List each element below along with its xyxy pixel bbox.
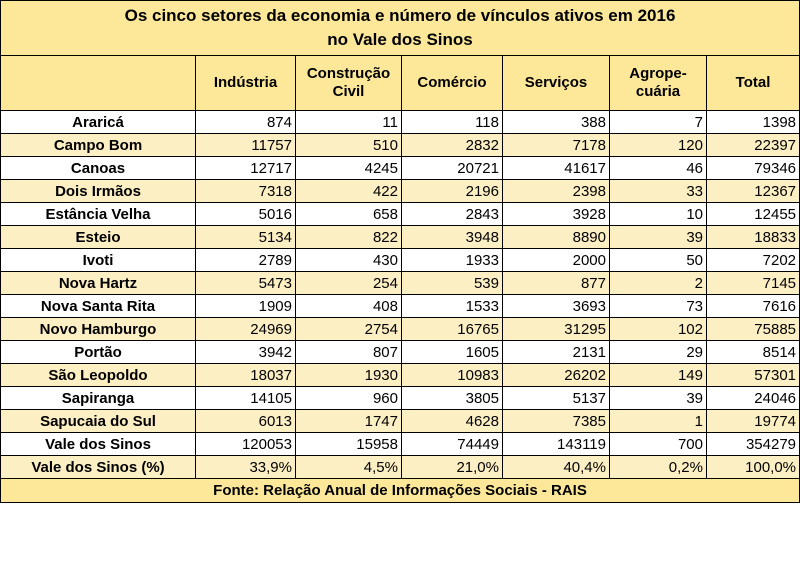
cell-value: 79346 (707, 157, 800, 180)
cell-value: 74449 (402, 433, 503, 456)
table-row (1, 318, 800, 341)
cell-value: 0,2% (610, 456, 707, 479)
row-label: São Leopoldo (1, 364, 196, 387)
cell-value: 120053 (196, 433, 296, 456)
cell-value: 118 (402, 111, 503, 134)
cell-value: 5473 (196, 272, 296, 295)
cell-value: 1933 (402, 249, 503, 272)
row-label: Esteio (1, 226, 196, 249)
table-body (1, 111, 800, 479)
cell-value: 7385 (503, 410, 610, 433)
cell-value: 1605 (402, 341, 503, 364)
cell-value: 40,4% (503, 456, 610, 479)
cell-value: 24969 (196, 318, 296, 341)
header-servicos-label: Serviços (524, 74, 588, 91)
cell-value: 2398 (503, 180, 610, 203)
cell-value: 11757 (196, 134, 296, 157)
row-label: Sapiranga (1, 387, 196, 410)
header-industria (196, 56, 296, 111)
cell-value: 31295 (503, 318, 610, 341)
cell-value: 29 (610, 341, 707, 364)
header-total (707, 56, 800, 111)
cell-value: 1930 (296, 364, 402, 387)
cell-value: 1909 (196, 295, 296, 318)
cell-value: 2000 (503, 249, 610, 272)
header-construcao-civil (296, 56, 402, 111)
cell-value: 39 (610, 387, 707, 410)
cell-value: 26202 (503, 364, 610, 387)
header-construcao-label-1: Construção (306, 65, 391, 82)
cell-value: 430 (296, 249, 402, 272)
row-label: Portão (1, 341, 196, 364)
cell-value: 143119 (503, 433, 610, 456)
row-label: Araricá (1, 111, 196, 134)
cell-value: 2131 (503, 341, 610, 364)
cell-value: 33,9% (196, 456, 296, 479)
cell-value: 73 (610, 295, 707, 318)
header-row (1, 56, 800, 111)
row-label: Estância Velha (1, 203, 196, 226)
cell-value: 16765 (402, 318, 503, 341)
title-line-1: Os cinco setores da economia e número de vínculos ativos em 2016 (124, 6, 676, 25)
cell-value: 539 (402, 272, 503, 295)
row-label: Ivoti (1, 249, 196, 272)
cell-value: 7178 (503, 134, 610, 157)
table-row (1, 134, 800, 157)
cell-value: 7616 (707, 295, 800, 318)
cell-value: 3805 (402, 387, 503, 410)
table-row (1, 203, 800, 226)
header-agro-label-2: cuária (635, 83, 681, 100)
title-line-2: no Vale dos Sinos (327, 30, 473, 49)
table-row (1, 364, 800, 387)
cell-value: 822 (296, 226, 402, 249)
table-row (1, 341, 800, 364)
cell-value: 24046 (707, 387, 800, 410)
cell-value: 120 (610, 134, 707, 157)
cell-value: 7145 (707, 272, 800, 295)
cell-value: 1747 (296, 410, 402, 433)
cell-value: 20721 (402, 157, 503, 180)
cell-value: 1 (610, 410, 707, 433)
cell-value: 2789 (196, 249, 296, 272)
cell-value: 14105 (196, 387, 296, 410)
cell-value: 12455 (707, 203, 800, 226)
cell-value: 874 (196, 111, 296, 134)
cell-value: 1533 (402, 295, 503, 318)
cell-value: 39 (610, 226, 707, 249)
cell-value: 4628 (402, 410, 503, 433)
cell-value: 3928 (503, 203, 610, 226)
cell-value: 2754 (296, 318, 402, 341)
cell-value: 21,0% (402, 456, 503, 479)
cell-value: 18037 (196, 364, 296, 387)
table-row (1, 272, 800, 295)
cell-value: 5137 (503, 387, 610, 410)
cell-value: 50 (610, 249, 707, 272)
cell-value: 877 (503, 272, 610, 295)
cell-value: 2 (610, 272, 707, 295)
cell-value: 422 (296, 180, 402, 203)
header-agropecuaria (610, 56, 707, 111)
header-comercio (402, 56, 503, 111)
cell-value: 11 (296, 111, 402, 134)
cell-value: 18833 (707, 226, 800, 249)
cell-value: 807 (296, 341, 402, 364)
cell-value: 10983 (402, 364, 503, 387)
table-row (1, 111, 800, 134)
cell-value: 254 (296, 272, 402, 295)
cell-value: 57301 (707, 364, 800, 387)
table-row (1, 433, 800, 456)
cell-value: 2843 (402, 203, 503, 226)
row-label: Nova Hartz (1, 272, 196, 295)
cell-value: 7318 (196, 180, 296, 203)
cell-value: 5016 (196, 203, 296, 226)
table-row (1, 387, 800, 410)
row-label: Novo Hamburgo (1, 318, 196, 341)
cell-value: 8890 (503, 226, 610, 249)
row-label: Canoas (1, 157, 196, 180)
row-label: Dois Irmãos (1, 180, 196, 203)
cell-value: 46 (610, 157, 707, 180)
cell-value: 12717 (196, 157, 296, 180)
cell-value: 700 (610, 433, 707, 456)
cell-value: 4245 (296, 157, 402, 180)
cell-value: 7202 (707, 249, 800, 272)
header-construcao-label-2: Civil (332, 83, 365, 100)
cell-value: 19774 (707, 410, 800, 433)
cell-value: 75885 (707, 318, 800, 341)
header-total-label: Total (735, 74, 771, 91)
row-label: Vale dos Sinos (1, 433, 196, 456)
header-corner (1, 56, 196, 111)
cell-value: 3948 (402, 226, 503, 249)
cell-value: 4,5% (296, 456, 402, 479)
table-row (1, 180, 800, 203)
cell-value: 3693 (503, 295, 610, 318)
cell-value: 41617 (503, 157, 610, 180)
header-servicos (503, 56, 610, 111)
table-row (1, 456, 800, 479)
cell-value: 5134 (196, 226, 296, 249)
row-label: Nova Santa Rita (1, 295, 196, 318)
header-industria-label: Indústria (213, 74, 278, 91)
table-row (1, 295, 800, 318)
cell-value: 149 (610, 364, 707, 387)
cell-value: 1398 (707, 111, 800, 134)
cell-value: 3942 (196, 341, 296, 364)
cell-value: 100,0% (707, 456, 800, 479)
row-label: Vale dos Sinos (%) (1, 456, 196, 479)
cell-value: 6013 (196, 410, 296, 433)
table-row (1, 410, 800, 433)
table-row (1, 226, 800, 249)
cell-value: 960 (296, 387, 402, 410)
table-title (1, 1, 800, 56)
cell-value: 15958 (296, 433, 402, 456)
cell-value: 22397 (707, 134, 800, 157)
cell-value: 388 (503, 111, 610, 134)
cell-value: 408 (296, 295, 402, 318)
cell-value: 354279 (707, 433, 800, 456)
cell-value: 8514 (707, 341, 800, 364)
cell-value: 12367 (707, 180, 800, 203)
header-agro-label-1: Agrope- (629, 65, 687, 82)
cell-value: 7 (610, 111, 707, 134)
table-row (1, 249, 800, 272)
table-row (1, 157, 800, 180)
source-footer: Fonte: Relação Anual de Informações Sociais - RAIS (1, 479, 800, 503)
cell-value: 2832 (402, 134, 503, 157)
cell-value: 10 (610, 203, 707, 226)
row-label: Campo Bom (1, 134, 196, 157)
cell-value: 2196 (402, 180, 503, 203)
cell-value: 658 (296, 203, 402, 226)
row-label: Sapucaia do Sul (1, 410, 196, 433)
header-comercio-label: Comércio (417, 74, 487, 91)
cell-value: 33 (610, 180, 707, 203)
cell-value: 102 (610, 318, 707, 341)
cell-value: 510 (296, 134, 402, 157)
